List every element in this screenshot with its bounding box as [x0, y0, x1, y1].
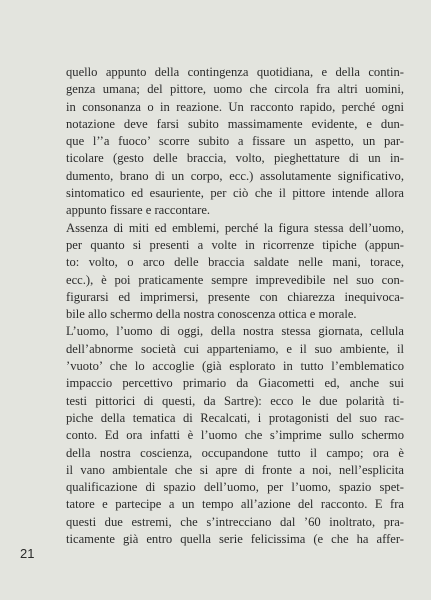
text-line: testi pittorici di questi, da Sartre): ecco le due polarità ti- — [66, 393, 404, 408]
text-line: bile allo schermo della nostra conoscenza ottica e morale. — [66, 307, 357, 322]
text-line: figurarsi ed imprimersi, presente con chiarezza inequivoca- — [66, 289, 404, 304]
text-line: sintomatico ed esauriente, per ciò che il pittore intende allora — [66, 186, 404, 201]
text-line: questi due estremi, che s’intrecciano dal ’60 inoltrato, pra- — [66, 514, 404, 529]
text-line: ’vuoto’ che lo accoglie (già esplorato in tutto l’emblematico — [66, 359, 404, 374]
text-line: impaccio percettivo primario da Giacometti ed, anche sui — [66, 376, 404, 391]
text-line: genza umana; del pittore, uomo che circola fra altri uomini, — [66, 82, 404, 97]
body-text — [66, 64, 404, 548]
text-line: quello appunto della contingenza quotidiana, e della contin- — [66, 65, 404, 79]
text-line: conto. Ed ora infatti è l’uomo che s’imprime sullo schermo — [66, 428, 404, 443]
text-line: in consonanza o in reazione. Un racconto rapido, perché ogni — [66, 99, 404, 114]
text-line: ticamente già entro quella serie felicissima (e che ha affer- — [66, 532, 404, 547]
text-line: appunto fissare e raccontare. — [66, 203, 211, 218]
text-line: to: volto, o arco delle braccia saldate nelle mani, torace, — [66, 255, 404, 270]
text-line: tatore e partecipe a un tempo all’azione del racconto. E fra — [66, 497, 404, 512]
text-line: notazione deve farsi subito massimamente evidente, e dun- — [66, 116, 404, 131]
text-line: ecc.), è poi praticamente sempre imprevedibile nel suo con- — [66, 272, 404, 287]
text-line: que l’’a fuoco’ scorre subito a fissare un aspetto, un par- — [66, 134, 404, 149]
text-line: qualificazione di spazio dell’uomo, per l’uomo, spazio spet- — [66, 480, 404, 495]
text-line: per quanto si presenti a volte in ricorrenze tipiche (appun- — [66, 237, 404, 252]
page-number: 21 — [20, 546, 35, 561]
text-line: L’uomo, l’uomo di oggi, della nostra stessa giornata, cellula — [66, 324, 404, 339]
text-line: il vano ambientale che si apre di fronte a noi, nell’esplicita — [66, 462, 404, 477]
text-line: piche della tematica di Recalcati, i protagonisti del suo rac- — [66, 410, 404, 425]
text-line: dell’abnorme società cui apparteniamo, e il suo ambiente, il — [66, 341, 404, 356]
text-line: dumento, brano di un corpo, ecc.) assolutamente significativo, — [66, 168, 404, 183]
text-line: ticolare (gesto delle braccia, volto, pieghettature di un in- — [66, 151, 404, 166]
text-line: Assenza di miti ed emblemi, perché la figura stessa dell’uomo, — [66, 220, 404, 235]
text-line: della nostra coscienza, occupandone tutto il campo; ora è — [66, 445, 404, 460]
